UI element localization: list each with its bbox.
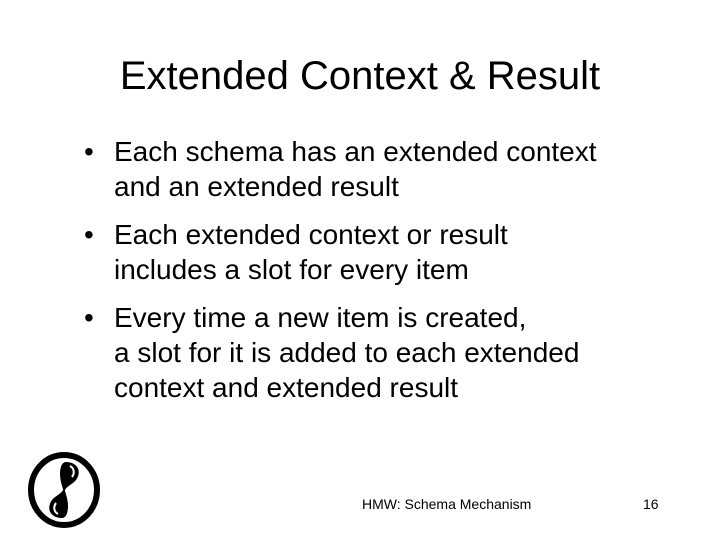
bullet-line: Every time a new item is created,	[114, 302, 527, 333]
stylized-s-logo-icon	[26, 450, 102, 530]
bullet-marker: •	[84, 219, 94, 250]
bullet-marker: •	[84, 302, 94, 333]
bullet-line: includes a slot for every item	[114, 254, 469, 285]
bullet-item	[84, 300, 694, 405]
bullet-line: Each schema has an extended context	[114, 136, 597, 167]
bullet-line: context and extended result	[114, 372, 459, 403]
bullet-list	[84, 134, 694, 418]
slide-title: Extended Context & Result	[119, 54, 601, 98]
bullet-marker: •	[84, 136, 94, 167]
footer-text: HMW: Schema Mechanism	[362, 496, 532, 512]
bullet-line: a slot for it is added to each extended	[114, 337, 580, 368]
bullet-line: Each extended context or result	[114, 219, 508, 250]
bullet-line: and an extended result	[114, 171, 399, 202]
bullet-item	[84, 134, 694, 204]
bullet-item	[84, 217, 694, 287]
page-number: 16	[643, 496, 659, 512]
